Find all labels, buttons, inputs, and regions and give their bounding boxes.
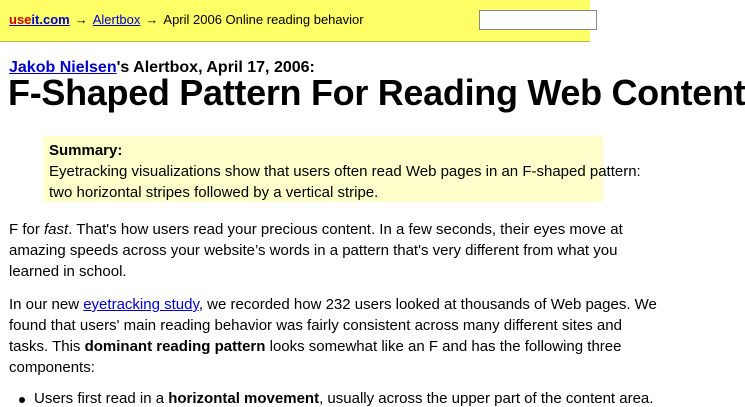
author-link[interactable]: Jakob Nielsen	[9, 59, 117, 76]
search-input[interactable]	[479, 10, 597, 30]
breadcrumb-alertbox-link[interactable]: Alertbox	[92, 12, 141, 27]
breadcrumb-arrow-icon: →	[74, 12, 88, 27]
summary-box	[43, 136, 641, 202]
summary-line-2: two horizontal stripes followed by a vertical stripe.	[49, 184, 379, 201]
bullet-icon	[19, 397, 25, 403]
paragraph-line: components:	[9, 359, 95, 376]
summary-line-1: Eyetracking visualizations show that users often read Web pages in an F-shaped pattern:	[49, 163, 641, 180]
bold-dominant-pattern: dominant reading pattern	[84, 338, 266, 355]
site-home-link[interactable]	[9, 12, 70, 27]
byline-text: 's Alertbox, April 17, 2006:	[116, 59, 315, 76]
paragraph-line	[9, 294, 657, 315]
bold-horizontal-movement: horizontal movement	[168, 390, 320, 407]
paragraph-line	[9, 219, 623, 240]
text-run: , we recorded how 232 users looked at thousands of Web pages. We	[198, 296, 657, 313]
text-run: . That's how users read your precious content. In a few seconds, their eyes move at	[68, 221, 623, 238]
text-run: looks somewhat like an F and has the following three	[265, 338, 622, 355]
paragraph-line	[9, 336, 657, 357]
text-run: F for	[9, 221, 45, 238]
site-name-it: it.com	[31, 12, 70, 27]
breadcrumb	[9, 12, 364, 27]
eyetracking-study-link[interactable]: eyetracking study	[83, 296, 199, 313]
page-title: F-Shaped Pattern For Reading Web Content	[8, 72, 745, 113]
site-name-use: use	[9, 12, 32, 27]
paragraph-intro	[9, 219, 623, 282]
text-run: , usually across the upper part of the content area.	[319, 390, 654, 407]
breadcrumb-current-page: April 2006 Online reading behavior	[163, 12, 364, 27]
emphasis-fast: fast	[44, 221, 69, 238]
paragraph-line: learned in school.	[9, 263, 127, 280]
text-run: In our new	[9, 296, 84, 313]
top-navigation-bar	[0, 0, 590, 42]
paragraph-line: found that users' main reading behavior was fairly consistent across many different sites and	[9, 317, 622, 334]
summary-text	[49, 161, 641, 203]
paragraph-line: amazing speeds across your website’s words in a pattern that's very different from what you	[9, 242, 618, 259]
text-run: tasks. This	[9, 338, 85, 355]
list-item	[34, 390, 653, 407]
text-run: Users first read in a	[34, 390, 169, 407]
breadcrumb-arrow-icon: →	[145, 12, 159, 27]
summary-label: Summary:	[49, 142, 123, 159]
paragraph-study	[9, 294, 657, 378]
